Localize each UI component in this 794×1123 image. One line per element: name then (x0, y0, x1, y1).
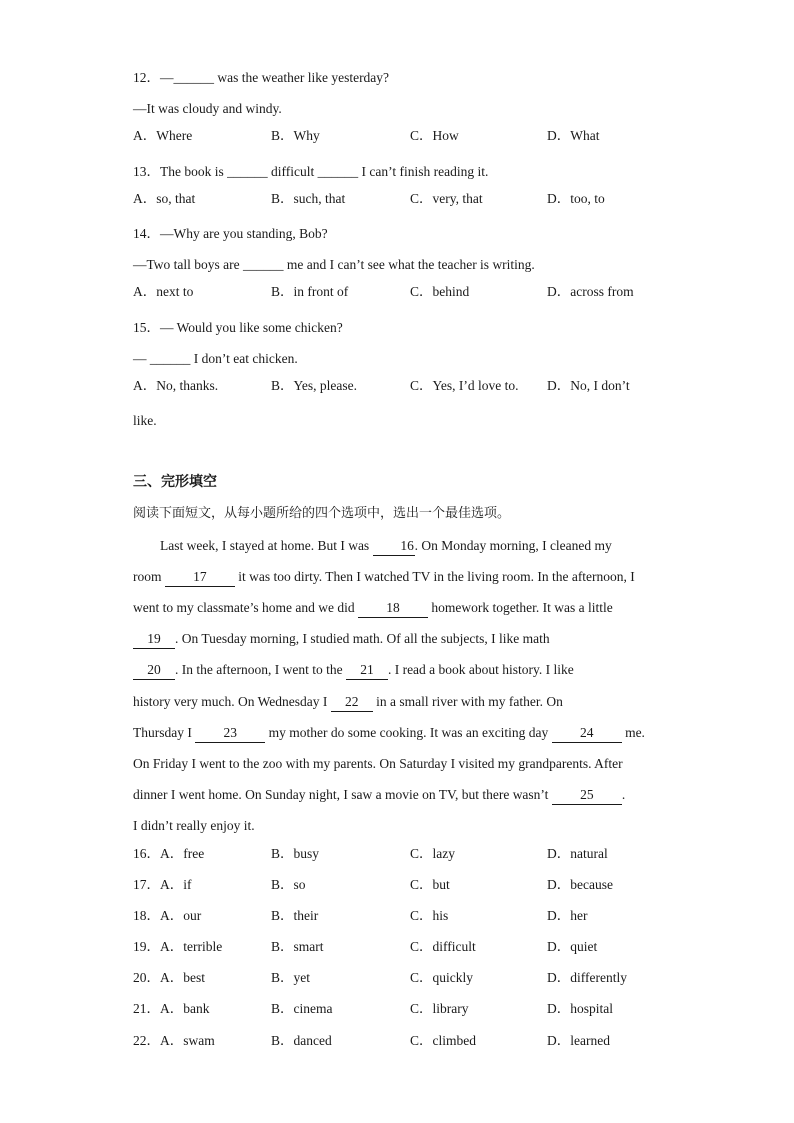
passage-line: room 17 it was too dirty. Then I watched TV in the living room. In the afternoon, I (133, 561, 673, 592)
option-c: C．library (410, 1001, 469, 1017)
cloze-options-21 (133, 997, 673, 1028)
question-13-options (133, 187, 673, 218)
option-c: C．his (410, 907, 449, 923)
option-c: C．lazy (410, 845, 455, 861)
option-d: D．No, I don’t (547, 377, 630, 393)
option-a: A．Where (133, 128, 193, 144)
option-a: A．No, thanks. (133, 377, 219, 393)
question-14-options (133, 280, 673, 311)
passage-line: went to my classmate’s home and we did 18 homework together. It was a little (133, 592, 673, 623)
cloze-options-16 (133, 842, 673, 873)
option-a: A．so, that (133, 190, 196, 206)
option-c: C．behind (410, 284, 470, 300)
option-a: 21．A．bank (133, 1001, 210, 1017)
option-b: B．busy (271, 845, 320, 861)
blank-24: 24 (552, 724, 622, 743)
option-b: B．yet (271, 970, 310, 986)
option-c: C．very, that (410, 190, 483, 206)
option-d: D．her (547, 907, 588, 923)
cloze-passage (133, 530, 673, 842)
blank-21: 21 (346, 661, 388, 680)
option-b: B．danced (271, 1032, 332, 1048)
blank-25: 25 (552, 786, 622, 805)
blank-20: 20 (133, 661, 175, 680)
option-a: 19．A．terrible (133, 939, 223, 955)
option-b: B．smart (271, 939, 324, 955)
option-d: D．because (547, 876, 613, 892)
question-12-stem: 12．—______ was the weather like yesterday? (133, 70, 390, 85)
option-d: D．hospital (547, 1001, 613, 1017)
option-d: D．too, to (547, 190, 605, 206)
option-a: A．next to (133, 284, 194, 300)
option-d: D．What (547, 128, 600, 144)
option-c: C．difficult (410, 939, 476, 955)
blank-17: 17 (165, 568, 235, 587)
cloze-options-20 (133, 966, 673, 997)
question-12-options (133, 124, 673, 155)
option-c: C．climbed (410, 1032, 476, 1048)
option-a: 20．A．best (133, 970, 205, 986)
option-b: B．so (271, 876, 306, 892)
blank-16: 16 (373, 537, 415, 556)
option-c: C．quickly (410, 970, 473, 986)
passage-line: history very much. On Wednesday I 22 in a small river with my father. On (133, 686, 673, 717)
passage-line: I didn’t really enjoy it. (133, 818, 255, 834)
option-a: 16．A．free (133, 845, 205, 861)
passage-line: Last week, I stayed at home. But I was 16. On Monday morning, I cleaned my (133, 530, 673, 561)
section-instruction: 阅读下面短文，从每小题所给的四个选项中，选出一个最佳选项。 (133, 506, 511, 522)
question-15-stem: 15．— Would you like some chicken? (133, 319, 343, 335)
blank-18: 18 (358, 599, 428, 618)
question-14-dialog: —Two tall boys are ______ me and I can’t see what the teacher is writing. (133, 257, 535, 273)
passage-line: 19 . On Tuesday morning, I studied math. Of all the subjects, I like math (133, 623, 673, 654)
question-15-options (133, 374, 673, 405)
option-a: 17．A．if (133, 876, 192, 892)
option-d: D．learned (547, 1032, 610, 1048)
blank-19: 19 (133, 630, 175, 649)
cloze-options-19 (133, 935, 673, 966)
exam-page (133, 62, 673, 1060)
option-d: D．across from (547, 284, 634, 300)
passage-line: On Friday I went to the zoo with my parents. On Saturday I visited my grandparents. After (133, 755, 623, 771)
option-b: B．their (271, 907, 319, 923)
passage-line: Thursday I 23 my mother do some cooking. It was an exciting day 24 me. (133, 717, 673, 748)
option-b: B．cinema (271, 1001, 333, 1017)
option-d: D．quiet (547, 939, 598, 955)
option-a: 18．A．our (133, 907, 202, 923)
cloze-options-17 (133, 873, 673, 904)
cloze-options-22 (133, 1029, 673, 1060)
question-14-stem: 14．—Why are you standing, Bob? (133, 225, 328, 241)
question-15-option-wrap: like. (133, 413, 157, 429)
option-b: B．such, that (271, 190, 346, 206)
option-c: C．How (410, 128, 459, 144)
blank-23: 23 (195, 724, 265, 743)
option-b: B．in front of (271, 284, 349, 300)
option-b: B．Why (271, 128, 320, 144)
section-title: 三、完形填空 (133, 474, 217, 491)
option-c: C．but (410, 876, 450, 892)
option-d: D．natural (547, 845, 608, 861)
option-a: 22．A．swam (133, 1032, 215, 1048)
passage-line: 20 . In the afternoon, I went to the 21 . I read a book about history. I like (133, 654, 673, 685)
question-12-dialog: —It was cloudy and windy. (133, 101, 282, 117)
option-d: D．differently (547, 970, 627, 986)
option-b: B．Yes, please. (271, 377, 358, 393)
question-15-dialog: — ______ I don’t eat chicken. (133, 350, 298, 366)
passage-line: dinner I went home. On Sunday night, I saw a movie on TV, but there wasn’t 25 . (133, 779, 673, 810)
option-c: C．Yes, I’d love to. (410, 377, 519, 393)
question-13-stem: 13．The book is ______ difficult ______ I can’t finish reading it. (133, 163, 489, 179)
blank-22: 22 (331, 693, 373, 712)
cloze-options-18 (133, 904, 673, 935)
